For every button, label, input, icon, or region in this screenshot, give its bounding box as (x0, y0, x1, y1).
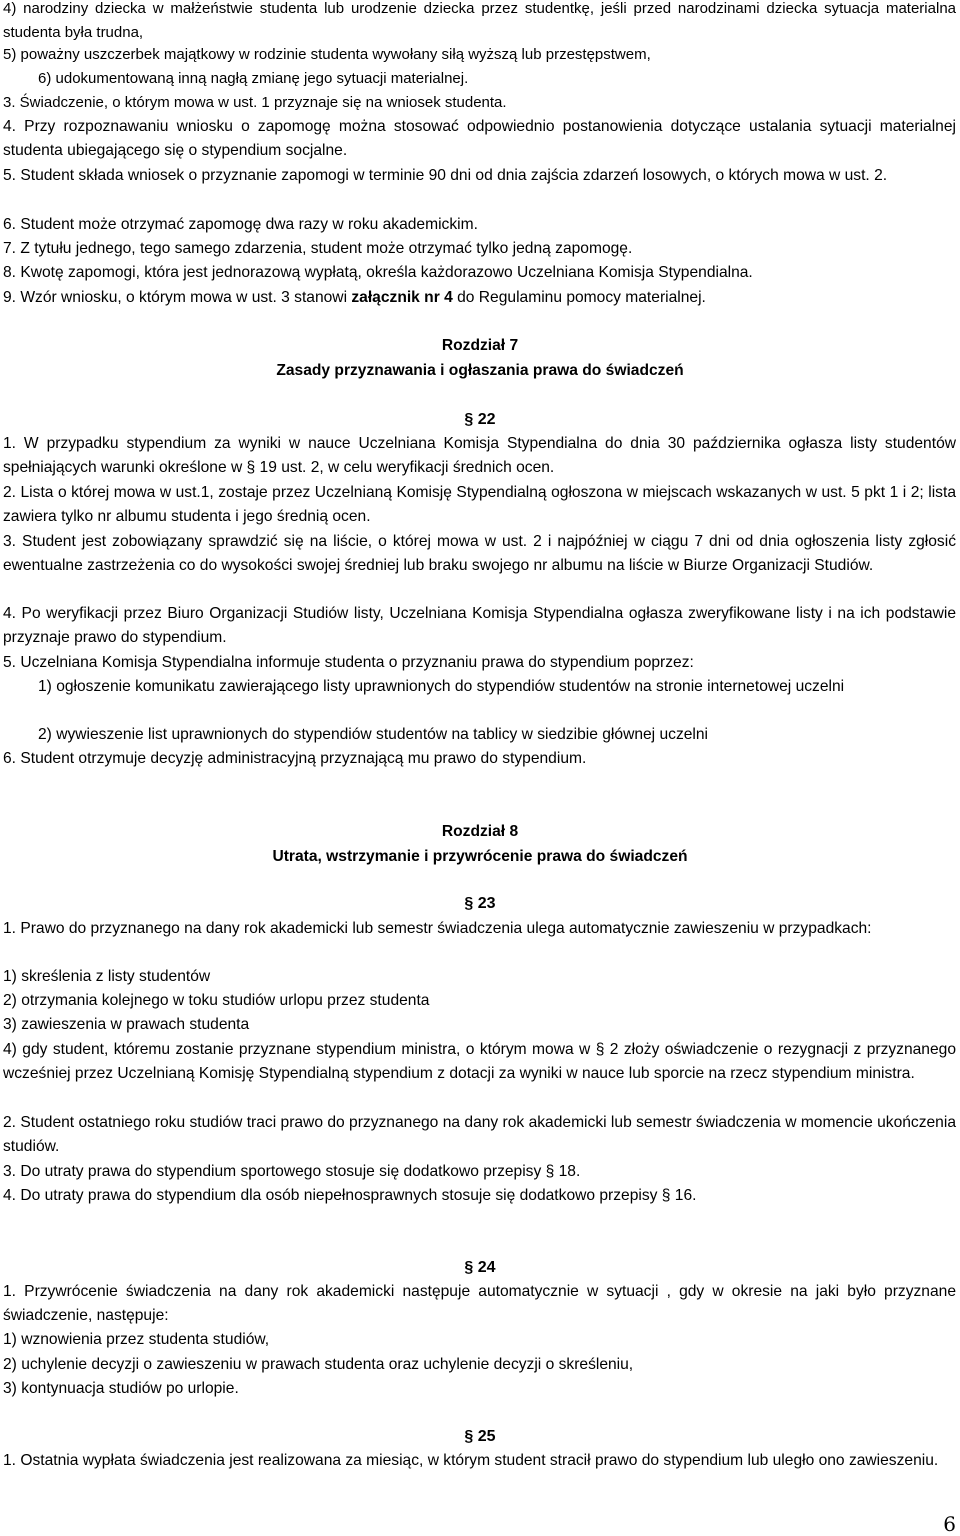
paragraph: 2) wywieszenie list uprawnionych do stypendiów studentów na tablicy w siedzibie głównej uczelni (38, 726, 709, 743)
paragraph: 1) wznowienia przez studenta studiów, (3, 1331, 270, 1348)
paragraph: 3. Student jest zobowiązany sprawdzić się na liście, o której mowa w ust. 2 i najpóźniej w ciągu 7 dni od dnia ogłoszenia listy zgłosić ewentualne zastrzeżenia co do wysokości swojej średniej lub braku swojego nr albumu na liście w Biurze Organizacji Studiów. (3, 533, 956, 575)
paragraph: 1. Przywrócenie świadczenia na dany rok akademicki następuje automatycznie w sytuacji , gdy w okresie na jaki było przyznane świadczenie, następuje: (3, 1283, 956, 1325)
paragraph: 6. Student otrzymuje decyzję administracyjną przyznającą mu prawo do stypendium. (3, 750, 587, 767)
bold-text: załącznik nr 4 (351, 289, 453, 306)
section-heading: § 23 (464, 895, 496, 912)
chapter-subtitle: Zasady przyznawania i ogłaszania prawa do świadczeń (276, 362, 684, 379)
paragraph: 3. Do utraty prawa do stypendium sportowego stosuje się dodatkowo przepisy § 18. (3, 1163, 581, 1180)
text-run: do Regulaminu pomocy materialnej. (452, 289, 706, 306)
chapter-title: Rozdział 8 (441, 823, 519, 840)
paragraph: 2. Lista o której mowa w ust.1, zostaje przez Uczelnianą Komisję Stypendialną ogłoszona w miejscach wskazanych w ust. 5 pkt 1 i 2; lista zawiera tylko nr albumu studenta i jego średnią ocen. (3, 484, 956, 526)
paragraph: 6. Student może otrzymać zapomogę dwa razy w roku akademickim. (3, 216, 478, 233)
paragraph: 2. Student ostatniego roku studiów traci prawo do przyznanego na dany rok akademicki lub semestr świadczenia w momencie ukończenia studiów. (3, 1114, 956, 1156)
paragraph: 3) kontynuacja studiów po urlopie. (3, 1380, 239, 1397)
page-number: 6 (943, 1512, 956, 1536)
chapter-subtitle: Utrata, wstrzymanie i przywrócenie prawa do świadczeń (272, 848, 688, 865)
paragraph: 7. Z tytułu jednego, tego samego zdarzenia, student może otrzymać tylko jedną zapomogę. (3, 240, 633, 257)
paragraph: 5. Uczelniana Komisja Stypendialna informuje studenta o przyznaniu prawa do stypendium poprzez: (3, 654, 694, 671)
paragraph: 4) gdy student, któremu zostanie przyznane stypendium ministra, o którym mowa w § 2 złoży oświadczenie o rezygnacji z przyznanego wcześniej przez Uczelnianą Komisję Stypendialną stypendium z dotacji za wyniki w nauce lub sporcie na rzecz stypendium ministra. (3, 1041, 956, 1083)
paragraph: 1. W przypadku stypendium za wyniki w nauce Uczelniana Komisja Stypendialna do dnia 30 października ogłasza listy studentów spełniających warunki określone w § 19 ust. 2, w celu weryfikacji średnich ocen. (3, 435, 956, 477)
text-run: 9. Wzór wniosku, o którym mowa w ust. 3 stanowi (3, 289, 352, 306)
paragraph: 5. Student składa wniosek o przyznanie zapomogi w terminie 90 dni od dnia zajścia zdarzeń losowych, o których mowa w ust. 2. (3, 167, 888, 184)
paragraph: 1) ogłoszenie komunikatu zawierającego listy uprawnionych do stypendiów studentów na stronie internetowej uczelni (38, 678, 845, 695)
paragraph: 5) poważny uszczerbek majątkowy w rodzinie studenta wywołany siłą wyższą lub przestępstwem, (3, 46, 651, 63)
chapter-title: Rozdział 7 (441, 337, 519, 354)
paragraph: 3) zawieszenia w prawach studenta (3, 1016, 250, 1033)
paragraph: 4. Przy rozpoznawaniu wniosku o zapomogę można stosować odpowiednio postanowienia dotyczące ustalania sytuacji materialnej studenta ubiegającego się o stypendium socjalne. (3, 118, 956, 160)
paragraph: 4) narodziny dziecka w małżeństwie studenta lub urodzenie dziecka przez studentkę, jeśli przed narodzinami dziecka sytuacja materialna studenta była trudna, (3, 0, 956, 42)
paragraph: 1. Ostatnia wypłata świadczenia jest realizowana za miesiąc, w którym student stracił prawo do stypendium lub uległo ono zawieszeniu. (3, 1452, 939, 1469)
section-heading: § 24 (464, 1259, 496, 1276)
paragraph (3, 286, 956, 310)
paragraph: 3. Świadczenie, o którym mowa w ust. 1 przyznaje się na wniosek studenta. (3, 94, 507, 111)
paragraph: 6) udokumentowaną inną nagłą zmianę jego sytuacji materialnej. (38, 70, 469, 87)
paragraph: 2) uchylenie decyzji o zawieszeniu w prawach studenta oraz uchylenie decyzji o skreśleniu, (3, 1356, 634, 1373)
paragraph: 2) otrzymania kolejnego w toku studiów urlopu przez studenta (3, 992, 430, 1009)
paragraph: 1) skreślenia z listy studentów (3, 968, 211, 985)
section-heading: § 22 (464, 411, 496, 428)
paragraph: 4. Po weryfikacji przez Biuro Organizacji Studiów listy, Uczelniana Komisja Stypendialna ogłasza zweryfikowane listy i na ich podstawie przyznaje prawo do stypendium. (3, 605, 956, 647)
section-heading: § 25 (464, 1428, 496, 1445)
paragraph: 4. Do utraty prawa do stypendium dla osób niepełnosprawnych stosuje się dodatkowo przepisy § 16. (3, 1187, 697, 1204)
paragraph: 8. Kwotę zapomogi, która jest jednorazową wypłatą, określa każdorazowo Uczelniana Komisja Stypendialna. (3, 264, 753, 281)
paragraph: 1. Prawo do przyznanego na dany rok akademicki lub semestr świadczenia ulega automatycznie zawieszeniu w przypadkach: (3, 920, 872, 937)
